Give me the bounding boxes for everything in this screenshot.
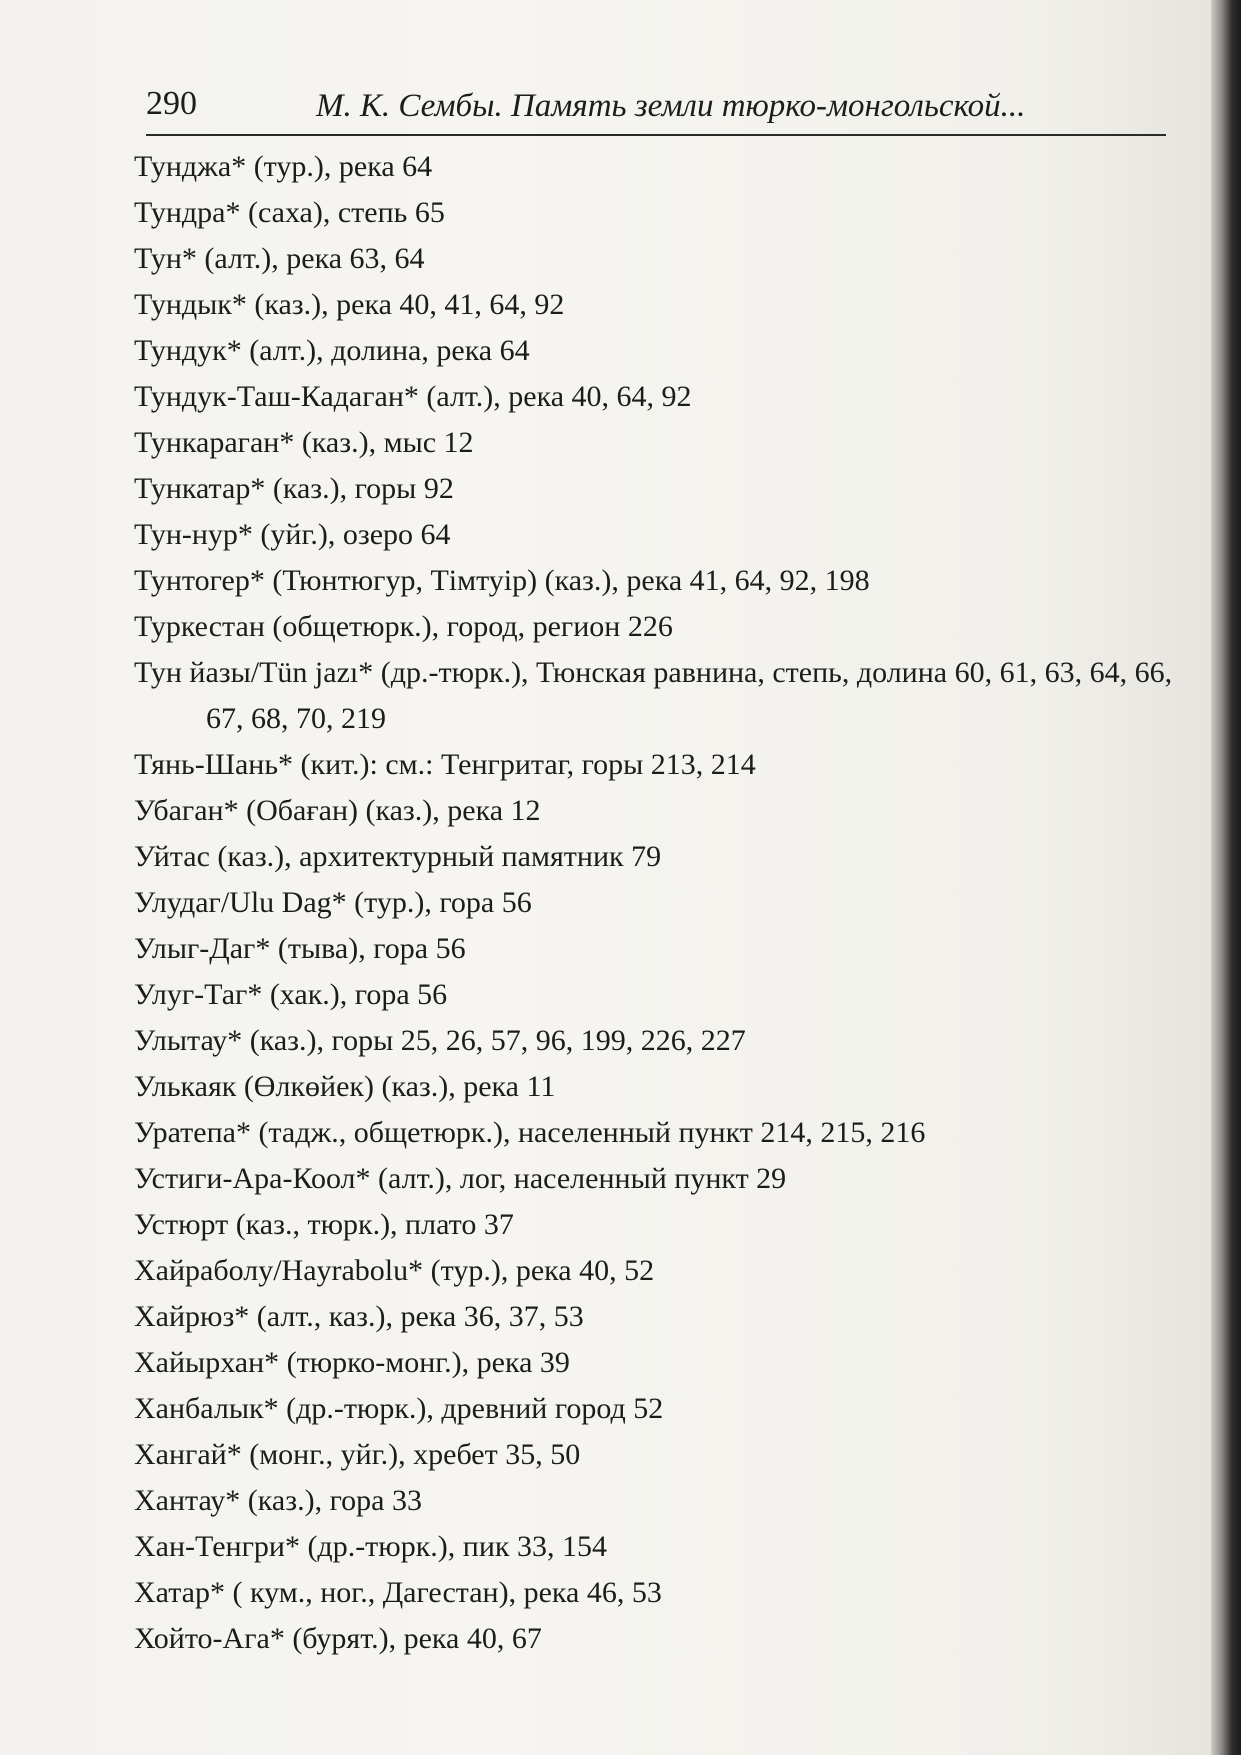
index-list bbox=[134, 144, 1174, 1662]
index-entry: Улудаг/Ulu Dag* (тур.), гора 56 bbox=[134, 886, 532, 919]
index-entry: Хойто-Ага* (бурят.), река 40, 67 bbox=[134, 1622, 542, 1655]
index-entry: Тундра* (саха), степь 65 bbox=[134, 196, 445, 229]
index-entry: Хантау* (каз.), гора 33 bbox=[134, 1484, 422, 1517]
index-entry: Хайырхан* (тюрко-монг.), река 39 bbox=[134, 1346, 570, 1379]
header-rule bbox=[146, 134, 1166, 136]
index-entry: Тундук* (алт.), долина, река 64 bbox=[134, 334, 530, 367]
index-entry: Тунтогер* (Тюнтюгур, Тімтуір) (каз.), река 41, 64, 92, 198 bbox=[134, 564, 870, 597]
index-entry: Тунджа* (тур.), река 64 bbox=[134, 150, 433, 183]
index-entry: Хайрюз* (алт., каз.), река 36, 37, 53 bbox=[134, 1300, 584, 1333]
index-entry: Уратепа* (тадж., общетюрк.), населенный пункт 214, 215, 216 bbox=[134, 1116, 926, 1149]
page-header bbox=[146, 84, 1166, 132]
index-entry: Устюрт (каз., тюрк.), плато 37 bbox=[134, 1208, 514, 1241]
index-entry: Улуг-Таг* (хак.), гора 56 bbox=[134, 978, 448, 1011]
index-entry: Улытау* (каз.), горы 25, 26, 57, 96, 199, 226, 227 bbox=[134, 1024, 746, 1057]
index-entry: Хайраболу/Hayrabolu* (тур.), река 40, 52 bbox=[134, 1254, 655, 1287]
binding-edge bbox=[1211, 0, 1241, 1755]
index-entry: Улыг-Даг* (тыва), гора 56 bbox=[134, 932, 466, 965]
index-entry: Уйтас (каз.), архитектурный памятник 79 bbox=[134, 840, 662, 873]
index-entry: Тун-нур* (уйг.), озеро 64 bbox=[134, 518, 451, 551]
index-entry: Туркестан (общетюрк.), город, регион 226 bbox=[134, 610, 673, 643]
index-entry: Тункатар* (каз.), горы 92 bbox=[134, 472, 454, 505]
running-title: М. К. Сембы. Память земли тюрко-монгольской... bbox=[316, 88, 1026, 124]
index-entry: Устиги-Ара-Коол* (алт.), лог, населенный пункт 29 bbox=[134, 1162, 787, 1195]
index-entry: Хангай* (монг., уйг.), хребет 35, 50 bbox=[134, 1438, 581, 1471]
index-entry: Ханбалык* (др.-тюрк.), древний город 52 bbox=[134, 1392, 664, 1425]
index-entry: Тундык* (каз.), река 40, 41, 64, 92 bbox=[134, 288, 565, 321]
index-entry: Улькаяк (Өлкөйек) (каз.), река 11 bbox=[134, 1070, 556, 1103]
index-entry: Тун йазы/Tün jazı* (др.-тюрк.), Тюнская равнина, степь, долина 60, 61, 63, 64, 66, 67, 68, 70, 219 bbox=[134, 656, 1173, 735]
index-entry: Тундук-Таш-Кадаган* (алт.), река 40, 64, 92 bbox=[134, 380, 692, 413]
index-entry: Тянь-Шань* (кит.): см.: Тенгритаг, горы 213, 214 bbox=[134, 748, 756, 781]
page-number: 290 bbox=[146, 85, 197, 122]
index-entry: Тункараган* (каз.), мыс 12 bbox=[134, 426, 474, 459]
index-entry: Убаган* (Обаған) (каз.), река 12 bbox=[134, 794, 541, 827]
index-entry: Тун* (алт.), река 63, 64 bbox=[134, 242, 425, 275]
index-entry: Хатар* ( кум., ног., Дагестан), река 46, 53 bbox=[134, 1576, 662, 1609]
index-entry: Хан-Тенгри* (др.-тюрк.), пик 33, 154 bbox=[134, 1530, 607, 1563]
